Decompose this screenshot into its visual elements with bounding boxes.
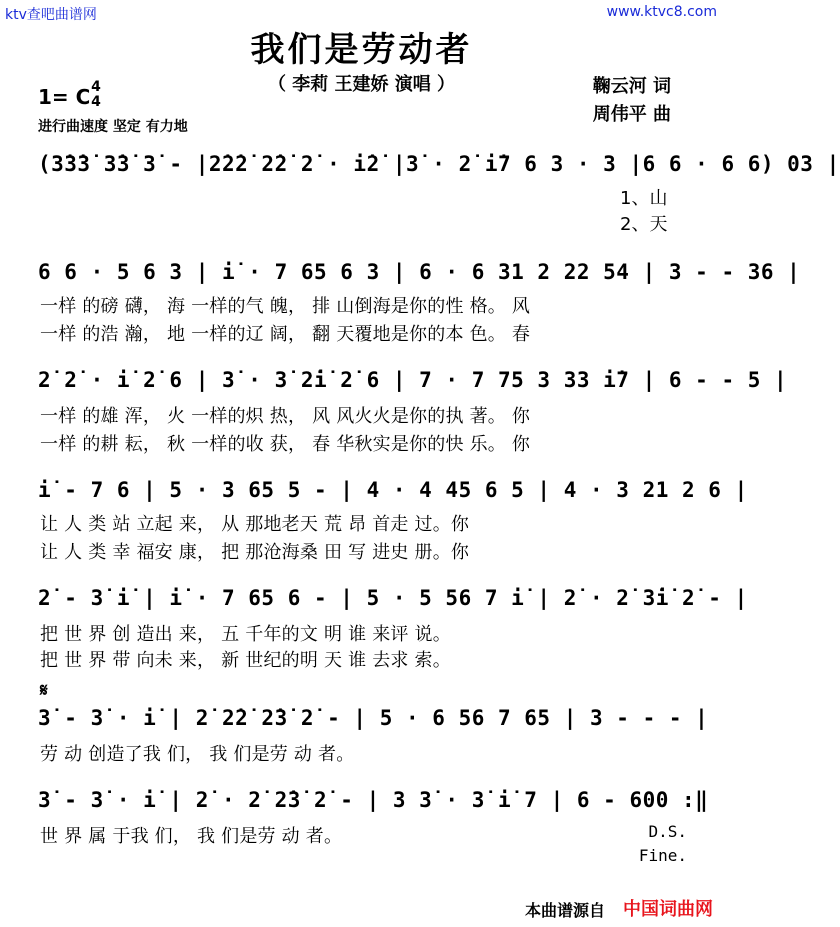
score-row-2-lyric-2: 一样 的浩 瀚， 地 一样的辽 阔， 翻 天覆地是你的本 色。 春 (40, 324, 531, 345)
score-row-3-lyric-2: 一样 的耕 耘， 秋 一样的收 获， 春 华秋实是你的快 乐。 你 (40, 434, 531, 455)
time-signature (88, 80, 104, 110)
score-row-6-lyric-1: 劳 动 创造了我 们， 我 们是劳 动 者。 (40, 744, 355, 765)
score-row-6-notes: 3̇ - 3̇ · i̇ | 2̇ 2̇2̇ 2̇3̇ 2̇ - | 5 · 6 56 7 65 | 3 - - - | (38, 706, 709, 730)
score-row-4-notes: i̇ - 7 6 | 5 · 3 65 5 - | 4 · 4 45 6 5 | 4 · 3 21 2 6 | (38, 478, 748, 502)
watermark-left: ktv查吧曲谱网 (5, 7, 97, 23)
score-row-2-notes: 6 6 · 5 6 3 | i̇ · 7 65 6 3 | 6 · 6 31 2 22 54 | 3 - - 36 | (38, 260, 801, 284)
time-bottom: 4 (91, 94, 101, 110)
score-row-5-lyric-1: 把 世 界 创 造出 来， 五 千年的文 明 谁 来评 说。 (40, 624, 451, 645)
score-row-3-notes: 2̇ 2̇ · i̇ 2̇ 6 | 3̇ · 3̇ 2̇i̇ 2̇ 6 | 7 · 7 75 3 33 i̇7 | 6 - - 5 | (38, 368, 788, 392)
score-row-7-lyric-1: 世 界 属 于我 们， 我 们是劳 动 者。 (40, 826, 343, 847)
footer-site-link[interactable]: 中国词曲网 (623, 899, 713, 920)
ds-marker: D.S. (648, 822, 687, 841)
score-row-5-notes: 2̇ - 3̇ i̇ | i̇ · 7 65 6 - | 5 · 5 56 7 i̇ | 2̇ · 2̇ 3̇i̇ 2̇ - | (38, 586, 748, 610)
song-title: 我们是劳动者 (250, 30, 473, 70)
watermark-right: www.ktvc8.com (606, 4, 717, 20)
performers: （ 李莉 王建娇 演唱 ） (267, 74, 456, 95)
score-row-7-notes: 3̇ - 3̇ · i̇ | 2̇ · 2̇ 2̇3̇ 2̇ - | 3 3̇ · 3̇ i̇ 7 | 6 - 600 :‖ (38, 788, 709, 812)
fine-marker: Fine. (638, 846, 687, 865)
score-row-1-notes: (3̇3̇3̇ 3̇3̇ 3̇ - |2̇2̇2̇ 2̇2̇ 2̇ · i̇2̇ |3̇ · 2̇ i̇7 6 3 · 3 |6 6 · 6 6) 03 | (38, 152, 840, 176)
footer-source: 本曲谱源自 (524, 901, 605, 920)
verse-label-1: 1、山 (620, 188, 668, 209)
key-signature: 1= C (38, 85, 91, 109)
lyricist: 鞠云河 词 (592, 76, 671, 97)
score-row-3-lyric-1: 一样 的雄 浑， 火 一样的炽 热， 风 风火火是你的执 著。 你 (40, 406, 531, 427)
score-row-4-lyric-2: 让 人 类 幸 福安 康， 把 那沧海桑 田 写 进史 册。你 (40, 542, 470, 563)
score-row-4-lyric-1: 让 人 类 站 立起 来， 从 那地老天 荒 昂 首走 过。你 (40, 514, 470, 535)
score-row-5-lyric-2: 把 世 界 带 向未 来， 新 世纪的明 天 谁 去求 索。 (40, 650, 451, 671)
composer: 周伟平 曲 (592, 104, 671, 125)
time-top: 4 (91, 79, 101, 95)
verse-label-2: 2、天 (620, 214, 668, 235)
segno-sign: 𝄋 (40, 680, 48, 701)
tempo-marking: 进行曲速度 坚定 有力地 (38, 119, 188, 135)
score-row-2-lyric-1: 一样 的磅 礴， 海 一样的气 魄， 排 山倒海是你的性 格。 风 (40, 296, 531, 317)
